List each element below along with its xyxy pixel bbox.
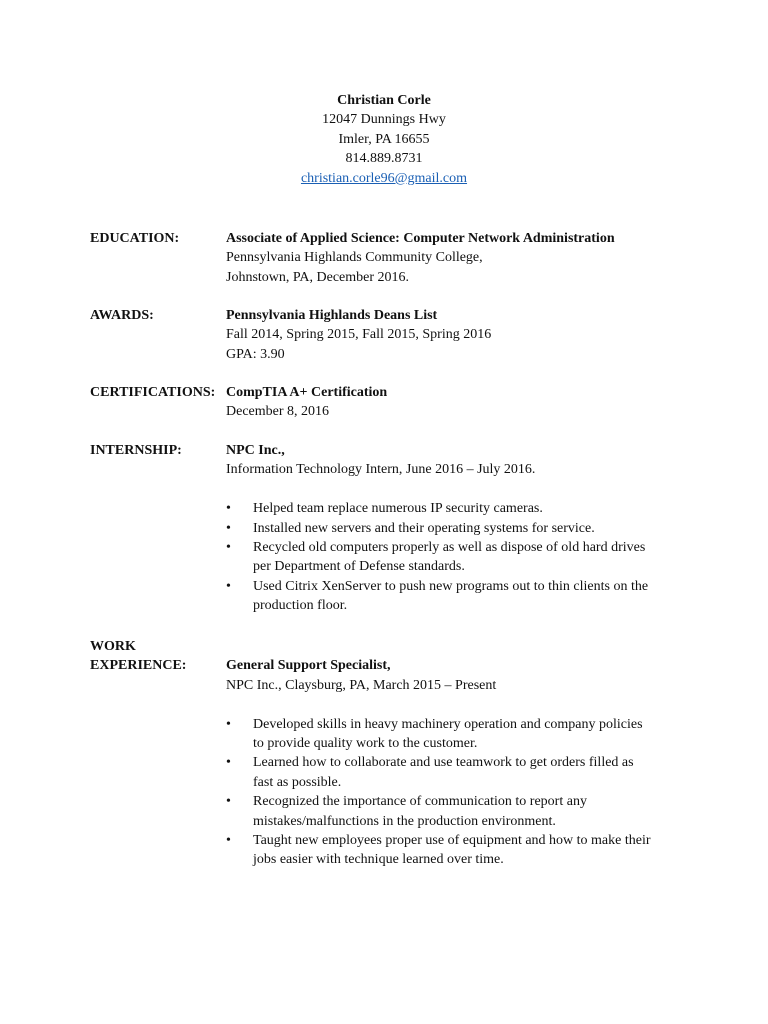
awards-label: AWARDS:: [90, 308, 154, 323]
job-details: NPC Inc., Claysburg, PA, March 2015 – Present: [226, 677, 497, 693]
job-title: General Support Specialist,: [226, 658, 391, 674]
internship-bullet-list: [226, 499, 656, 615]
award-terms: Fall 2014, Spring 2015, Fall 2015, Spring 2016: [226, 327, 492, 343]
work-label-line1: WORK: [90, 639, 136, 654]
education-section: [90, 229, 690, 287]
internship-role: Information Technology Intern, June 2016 – July 2016.: [226, 462, 536, 478]
list-item: • Taught new employees proper use of equipment and how to make their jobs easier with technique learned over time.: [226, 831, 656, 870]
email-link[interactable]: christian.corle96@gmail.com: [300, 170, 468, 186]
degree-title: Associate of Applied Science: Computer Network Administration: [226, 231, 615, 246]
city-state-zip: Imler, PA 16655: [338, 131, 430, 147]
education-label: EDUCATION:: [90, 231, 180, 246]
internship-label: INTERNSHIP:: [90, 443, 182, 458]
list-item: • Helped team replace numerous IP security cameras.: [226, 499, 656, 518]
school-location-date: Johnstown, PA, December 2016.: [226, 269, 410, 285]
certifications-section: [90, 383, 690, 422]
work-bullet-list: [226, 715, 656, 870]
certification-title: CompTIA A+ Certification: [226, 385, 388, 400]
internship-section: [90, 441, 690, 616]
awards-section: [90, 306, 690, 364]
list-item: • Learned how to collaborate and use teamwork to get orders filled as fast as possible.: [226, 753, 656, 792]
certifications-label: CERTIFICATIONS:: [90, 385, 216, 400]
certification-date: December 8, 2016: [226, 404, 330, 420]
phone-number: 814.889.8731: [345, 151, 423, 167]
work-label-line2: EXPERIENCE:: [90, 658, 187, 674]
work-experience-label: [90, 637, 230, 676]
award-title: Pennsylvania Highlands Deans List: [226, 308, 438, 323]
list-item: • Used Citrix XenServer to push new programs out to thin clients on the production floor.: [226, 577, 656, 616]
list-item: • Developed skills in heavy machinery operation and company policies to provide quality work to the customer.: [226, 715, 656, 754]
school-name: Pennsylvania Highlands Community College,: [226, 250, 483, 266]
gpa: GPA: 3.90: [226, 346, 285, 362]
internship-company: NPC Inc.,: [226, 443, 285, 458]
work-experience-section: [90, 637, 690, 870]
contact-header: [0, 91, 768, 188]
list-item: • Recognized the importance of communication to report any mistakes/malfunctions in the production environment.: [226, 792, 656, 831]
applicant-name: Christian Corle: [337, 93, 431, 108]
list-item: • Installed new servers and their operating systems for service.: [226, 519, 656, 538]
list-item: • Recycled old computers properly as well as dispose of old hard drives per Department of Defense standards.: [226, 538, 656, 577]
street-address: 12047 Dunnings Hwy: [322, 112, 446, 128]
